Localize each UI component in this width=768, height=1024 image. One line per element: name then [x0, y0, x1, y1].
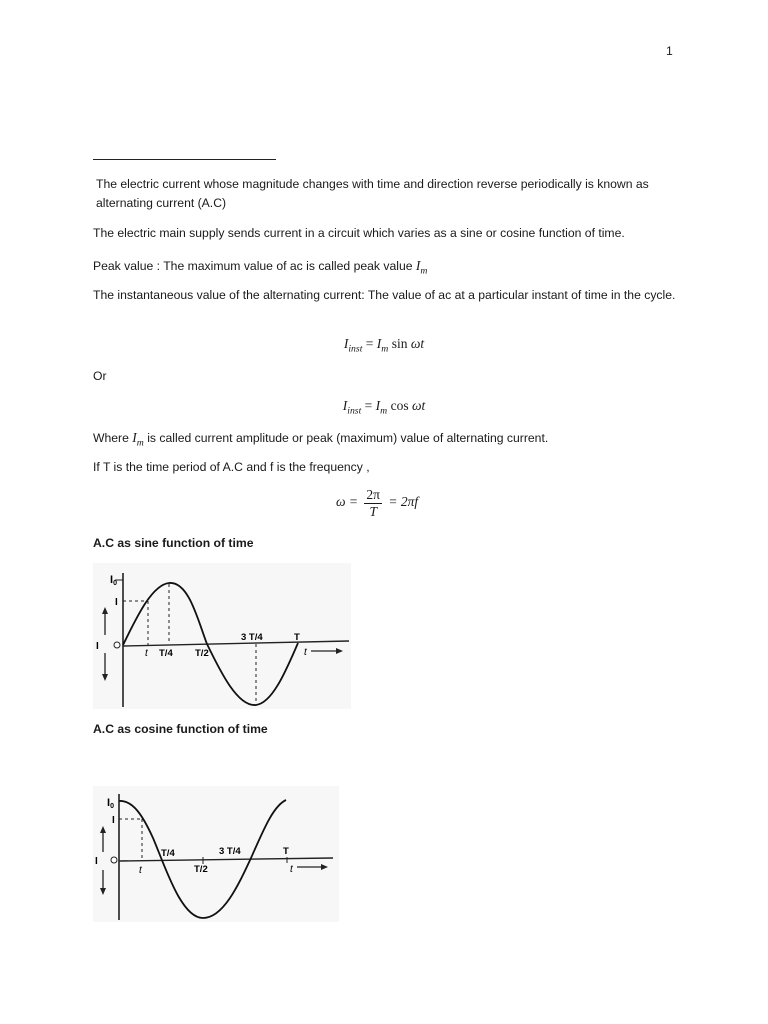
label-y-i: I — [95, 856, 98, 867]
mains-paragraph: The electric main supply sends current in a circuit which varies as a sine or cosine function of time. — [93, 226, 625, 240]
heading-cosine: A.C as cosine function of time — [93, 722, 268, 736]
label-y-i: I — [96, 641, 99, 652]
label-T: T — [294, 632, 300, 643]
graph-background — [93, 786, 339, 922]
separator-line — [93, 159, 276, 160]
label-T: T — [283, 846, 289, 857]
label-i: I — [115, 597, 118, 608]
origin-circle — [111, 857, 117, 863]
sine-graph — [93, 563, 351, 709]
label-t-axis: t — [290, 864, 293, 875]
instantaneous-paragraph: The instantaneous value of the alternating current: The value of ac at a particular instant of time in the cycle. — [93, 288, 676, 302]
graph-background — [93, 563, 351, 709]
page-number: 1 — [666, 44, 673, 58]
label-t-mark: t — [139, 865, 142, 876]
label-t2: T/2 — [195, 648, 209, 659]
heading-sine: A.C as sine function of time — [93, 536, 254, 550]
peak-value-paragraph — [93, 256, 683, 276]
cosine-graph — [93, 786, 339, 922]
label-t4: T/4 — [161, 848, 175, 859]
amplitude-symbol: $I_m$ — [132, 430, 144, 449]
intro-paragraph: The electric current whose magnitude changes with time and direction reverse periodically is known as alternating current (A.C) — [96, 177, 649, 210]
equation-sine: $I_{inst} = I_m$ sin ωt — [343, 336, 425, 355]
or-text: Or — [93, 369, 107, 383]
period-paragraph: If T is the time period of A.C and f is the frequency , — [93, 460, 370, 474]
label-t2: T/2 — [194, 864, 208, 875]
label-t-mark: t — [145, 648, 148, 659]
label-i: I — [112, 815, 115, 826]
equation-cosine: $I_{inst} = I_m$ cos ωt — [342, 398, 426, 417]
equation-omega: ω = $\frac{2\pi}{T}$ = 2πf — [336, 487, 419, 519]
where-paragraph: Where $I_m$ is called current amplitude or peak (maximum) value of alternating current. — [93, 430, 549, 449]
label-t4: T/4 — [159, 648, 173, 659]
label-i0: I0 — [110, 574, 117, 587]
label-3t4: 3 T/4 — [219, 846, 241, 857]
peak-symbol: $I_m$ — [415, 258, 428, 277]
peak-value-text: Peak value : The maximum value of ac is called peak value — [93, 259, 416, 273]
label-i0: I0 — [107, 797, 114, 810]
label-t-axis: t — [304, 647, 307, 658]
label-3t4: 3 T/4 — [241, 632, 263, 643]
origin-circle — [114, 642, 120, 648]
